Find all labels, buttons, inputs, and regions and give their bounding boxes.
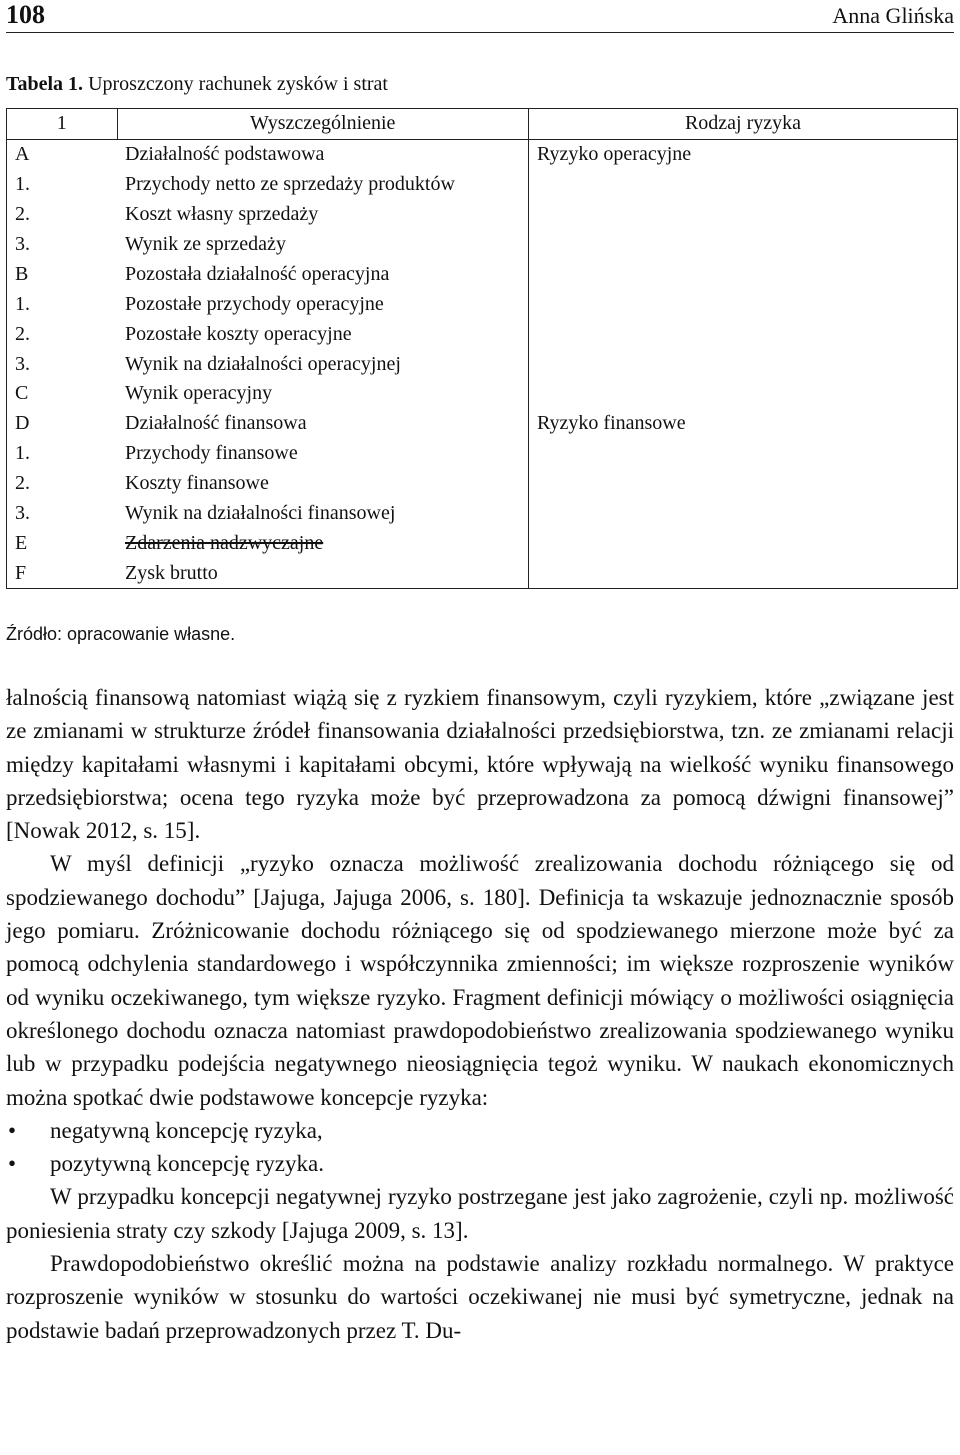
table-caption: [6, 70, 388, 98]
row-risk: [529, 499, 958, 529]
row-code: 2.: [7, 200, 118, 230]
row-item: Pozostałe przychody operacyjne: [125, 292, 384, 315]
row-item: [117, 528, 529, 558]
row-risk: [529, 528, 958, 558]
table-row: [7, 439, 958, 469]
table-row: [7, 259, 958, 289]
table-row: [7, 139, 958, 169]
row-item: Wynik na działalności operacyjnej: [125, 352, 401, 375]
table-row: [7, 499, 958, 529]
row-code: E: [7, 528, 118, 558]
column-header-number: 1: [7, 109, 118, 140]
row-risk: [529, 259, 958, 289]
row-item: Przychody finansowe: [125, 442, 298, 465]
row-risk: [529, 349, 958, 379]
row-risk: [529, 200, 958, 230]
row-code: 3.: [7, 349, 118, 379]
row-item: Pozostała działalność operacyjna: [125, 262, 390, 285]
row-code: 1.: [7, 439, 118, 469]
row-item: Pozostałe koszty operacyjne: [125, 322, 352, 345]
paragraph: łalnością finansową natomiast wiążą się z ryzkiem finansowym, czyli ryzykiem, które „związane jest ze zmianami w strukturze źródeł finansowania działalności przedsiębiorstwa, tzn. ze zmianami relacji między kapitałami własnymi i kapitałami obcymi, które wpływają na wielkość wyniku finansowego przedsiębiorstwa; ocena tego ryzyka może być przeprowadzona za pomocą dźwigni finansowej” [Nowak 2012, s. 15].: [6, 685, 954, 844]
paragraph: W myśl definicji „ryzyko oznacza możliwość zrealizowania dochodu różniącego się od spodziewanego dochodu” [Jajuga, Jajuga 2006, s. 180]. Definicja ta wskazuje jednoznacznie sposób jego pomiaru. Zróżnicowanie dochodu różniącego się od spodziewanego mierzone może być za pomocą odchylenia standardowego i współczynnika zmienności; im większe rozproszenie wyników od wyniku oczekiwanego, tym większe ryzyko. Fragment definicji mówiący o możliwości osiągnięcia określonego dochodu oznacza natomiast prawdopodobieństwo zrealizowania spodziewanego wyniku lub w przypadku podejścia negatywnego nieosiągnięcia tegoż wyniku. W naukach ekonomicznych można spotkać dwie podstawowe koncepcje ryzyka:: [6, 851, 954, 1110]
row-code: C: [7, 379, 118, 409]
table-row: [7, 200, 958, 230]
page-header: [6, 0, 954, 33]
row-item: Wynik operacyjny: [125, 382, 273, 405]
list-item: [6, 1114, 954, 1147]
row-risk: [529, 558, 958, 588]
row-code: B: [7, 259, 118, 289]
column-header-risk: Rodzaj ryzyka: [529, 109, 958, 140]
row-code: 3.: [7, 499, 118, 529]
table-row: [7, 469, 958, 499]
income-statement-table: [6, 108, 958, 589]
row-item: Zysk brutto: [117, 558, 529, 588]
row-risk: [529, 469, 958, 499]
row-item: Działalność finansowa: [125, 412, 307, 435]
table-row: [7, 379, 958, 409]
row-code: 2.: [7, 319, 118, 349]
table-source-note: Źródło: opracowanie własne.: [6, 624, 236, 644]
row-item: Przychody netto ze sprzedaży produktów: [125, 173, 455, 196]
row-item: Koszty finansowe: [125, 472, 269, 495]
body-text: [6, 681, 954, 1347]
row-code: 3.: [7, 230, 118, 260]
bullet-list: [6, 1114, 954, 1181]
table-row: [7, 528, 958, 558]
table-row: [7, 349, 958, 379]
row-risk: [529, 439, 958, 469]
table-row: [7, 409, 958, 439]
list-item-text: pozytywną koncepcję ryzyka.: [50, 1151, 324, 1177]
row-item: Wynik na działalności finansowej: [125, 502, 396, 525]
row-risk: [529, 319, 958, 349]
bullet-icon: •: [8, 1151, 17, 1177]
row-risk: [529, 289, 958, 319]
row-risk: Ryzyko operacyjne: [529, 139, 958, 169]
table-row: [7, 558, 958, 588]
row-item: Działalność podstawowa: [125, 143, 325, 166]
bullet-icon: •: [8, 1117, 17, 1143]
row-code: F: [7, 558, 118, 588]
list-item: [6, 1147, 954, 1180]
row-code: D: [7, 409, 118, 439]
table-header-row: [7, 109, 958, 140]
row-code: A: [7, 139, 118, 169]
row-code: 2.: [7, 469, 118, 499]
table-caption-label: Tabela 1.: [6, 73, 84, 95]
table-row: [7, 230, 958, 260]
table-row: [7, 289, 958, 319]
paragraph: W przypadku koncepcji negatywnej ryzyko postrzegane jest jako zagrożenie, czyli np. możliwość poniesienia straty czy szkody [Jajuga 2009, s. 13].: [6, 1184, 954, 1243]
row-code: 1.: [7, 289, 118, 319]
table-caption-text: Uproszczony rachunek zysków i strat: [83, 73, 388, 95]
column-header-item: Wyszczególnienie: [117, 109, 529, 140]
running-head-author: Anna Glińska: [832, 3, 954, 28]
row-code: 1.: [7, 170, 118, 200]
row-risk: Ryzyko finansowe: [529, 409, 958, 439]
list-item-text: negatywną koncepcję ryzyka,: [50, 1117, 323, 1143]
row-risk: [529, 230, 958, 260]
row-risk: [529, 170, 958, 200]
row-item: Wynik ze sprzedaży: [125, 233, 286, 255]
row-risk: [529, 379, 958, 409]
table-row: [7, 319, 958, 349]
table-row: [7, 170, 958, 200]
paragraph: Prawdopodobieństwo określić można na podstawie analizy rozkładu normalnego. W praktyce rozproszenie wyników w stosunku do wartości oczekiwanej nie musi być symetryczne, jednak na podstawie badań przeprowadzonych przez T. Du-: [6, 1251, 954, 1343]
page-number: 108: [6, 0, 45, 29]
row-item-struck-text: Zdarzenia nadzwyczajne: [125, 531, 324, 554]
row-item: Koszt własny sprzedaży: [125, 203, 319, 226]
